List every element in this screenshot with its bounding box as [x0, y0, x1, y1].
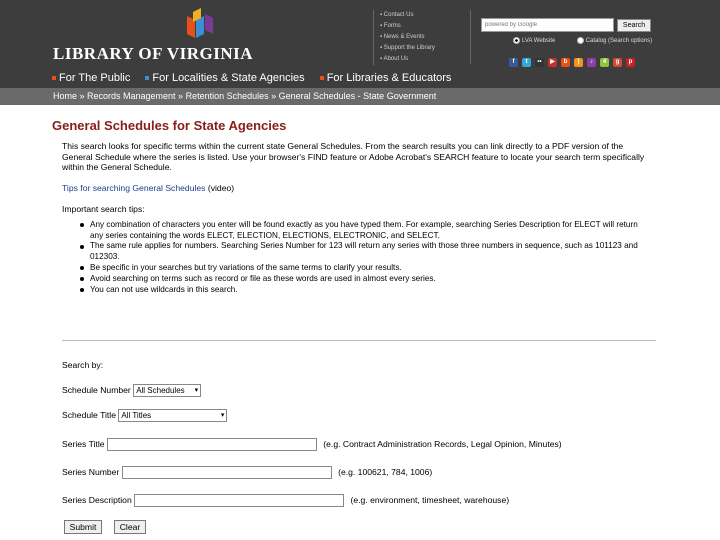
- series-title-label: Series Title: [62, 438, 105, 449]
- site-search-button[interactable]: Search: [617, 19, 651, 32]
- tips-video-link[interactable]: Tips for searching General Schedules: [62, 182, 206, 193]
- schedule-number-row: [62, 384, 201, 397]
- rss-icon[interactable]: ): [574, 58, 583, 67]
- chevron-down-icon: ▾: [194, 387, 199, 394]
- youtube-icon[interactable]: ▶: [548, 58, 557, 67]
- library-logo-icon[interactable]: [185, 8, 215, 42]
- radio-website[interactable]: [513, 37, 520, 44]
- series-number-example: (e.g. 100621, 784, 1006): [338, 466, 433, 477]
- main-content: [52, 118, 662, 295]
- radio-catalog[interactable]: [577, 37, 584, 44]
- schedule-title-value: All Titles: [121, 411, 152, 420]
- nav-bullet-icon: [52, 76, 56, 80]
- nav-bullet-icon: [145, 76, 149, 80]
- radio-catalog-label: Catalog (Search options): [585, 38, 653, 45]
- breadcrumb-bar: [0, 88, 720, 105]
- series-number-input[interactable]: [122, 466, 332, 479]
- page-title: General Schedules for State Agencies: [52, 118, 287, 133]
- important-tips-heading: Important search tips:: [62, 203, 145, 214]
- divider: [62, 340, 656, 341]
- site-search-input[interactable]: [481, 18, 614, 32]
- tips-line: [62, 183, 662, 193]
- series-description-input[interactable]: [134, 494, 344, 507]
- list-item: Be specific in your searches but try variations of the same terms to clarify your results.: [80, 263, 646, 274]
- search-scope: [513, 37, 652, 44]
- list-item: Any combination of characters you enter will be found exactly as you have typed them. For example, searching Series Description for ELECT will return any series containing the words ELECT, ELECTION, ELECTIONS, ELECTRONIC, and SELECT.: [80, 220, 646, 242]
- nav-label: For Libraries & Educators: [326, 72, 452, 84]
- forms-link[interactable]: ▪ Forms: [380, 21, 463, 32]
- about-us-link[interactable]: ▪ About Us: [380, 54, 463, 65]
- site-search: [470, 10, 670, 64]
- nav-label: For The Public: [59, 72, 131, 84]
- series-title-example: (e.g. Contract Administration Records, Legal Opinion, Minutes): [323, 438, 562, 449]
- twitter-icon[interactable]: t: [522, 58, 531, 67]
- series-description-row: [62, 494, 509, 507]
- radio-website-label: LVA Website: [522, 38, 556, 45]
- nav-for-libraries-educators[interactable]: [320, 72, 452, 84]
- series-number-row: [62, 466, 432, 479]
- search-tips-list: [80, 220, 662, 296]
- google-plus-icon[interactable]: g: [613, 58, 622, 67]
- schedule-number-select[interactable]: [133, 384, 201, 397]
- list-item: You can not use wildcards in this search.: [80, 285, 646, 296]
- schedule-number-label: Schedule Number: [62, 384, 131, 395]
- nav-label: For Localities & State Agencies: [152, 72, 305, 84]
- schedule-title-row: [62, 409, 227, 422]
- schedule-number-value: All Schedules: [136, 386, 185, 395]
- list-item: The same rule applies for numbers. Searching Series Number for 123 will return any series with those three numbers in sequence, such as 101123 and 012303.: [80, 241, 646, 263]
- blog-icon[interactable]: b: [561, 58, 570, 67]
- intro-text: This search looks for specific terms within the current state General Schedules. From the search results you can link directly to a PDF version of the General Schedule where the series is listed. Use your browser's FIND feature or Adobe Acrobat's SEARCH feature to locate your search term specifically within the General Schedule.: [62, 141, 645, 173]
- series-description-example: (e.g. environment, timesheet, warehouse): [350, 494, 510, 505]
- tips-suffix: (video): [205, 182, 235, 193]
- main-nav: [52, 72, 463, 84]
- foursquare-icon[interactable]: 4: [600, 58, 609, 67]
- site-logo-text[interactable]: LIBRARY OF VIRGINIA: [53, 44, 254, 63]
- chevron-down-icon: ▾: [220, 412, 225, 419]
- schedule-title-label: Schedule Title: [62, 409, 116, 420]
- support-library-link[interactable]: ▪ Support the Library: [380, 43, 463, 54]
- contact-us-link[interactable]: ▪ Contact Us: [380, 10, 463, 21]
- podcast-icon[interactable]: ♪: [587, 58, 596, 67]
- news-events-link[interactable]: ▪ News & Events: [380, 32, 463, 43]
- search-by-label: Search by:: [62, 360, 104, 370]
- flickr-icon[interactable]: ••: [535, 58, 544, 67]
- social-icons: [509, 50, 639, 68]
- series-title-row: [62, 438, 562, 451]
- list-item: Avoid searching on terms such as record or file as these words are used in almost every series.: [80, 274, 646, 285]
- series-description-label: Series Description: [62, 494, 132, 505]
- clear-button[interactable]: Clear: [114, 520, 146, 534]
- series-title-input[interactable]: [107, 438, 317, 451]
- schedule-title-select[interactable]: [118, 409, 227, 422]
- submit-button[interactable]: Submit: [64, 520, 102, 534]
- site-header: [0, 0, 720, 88]
- breadcrumb[interactable]: Home » Records Management » Retention Schedules » General Schedules - State Government: [53, 91, 437, 101]
- utility-links: [373, 10, 463, 65]
- nav-bullet-icon: [320, 76, 324, 80]
- nav-for-localities-agencies[interactable]: [145, 72, 304, 84]
- nav-for-the-public[interactable]: [52, 72, 130, 84]
- pinterest-icon[interactable]: p: [626, 58, 635, 67]
- facebook-icon[interactable]: f: [509, 58, 518, 67]
- series-number-label: Series Number: [62, 466, 120, 477]
